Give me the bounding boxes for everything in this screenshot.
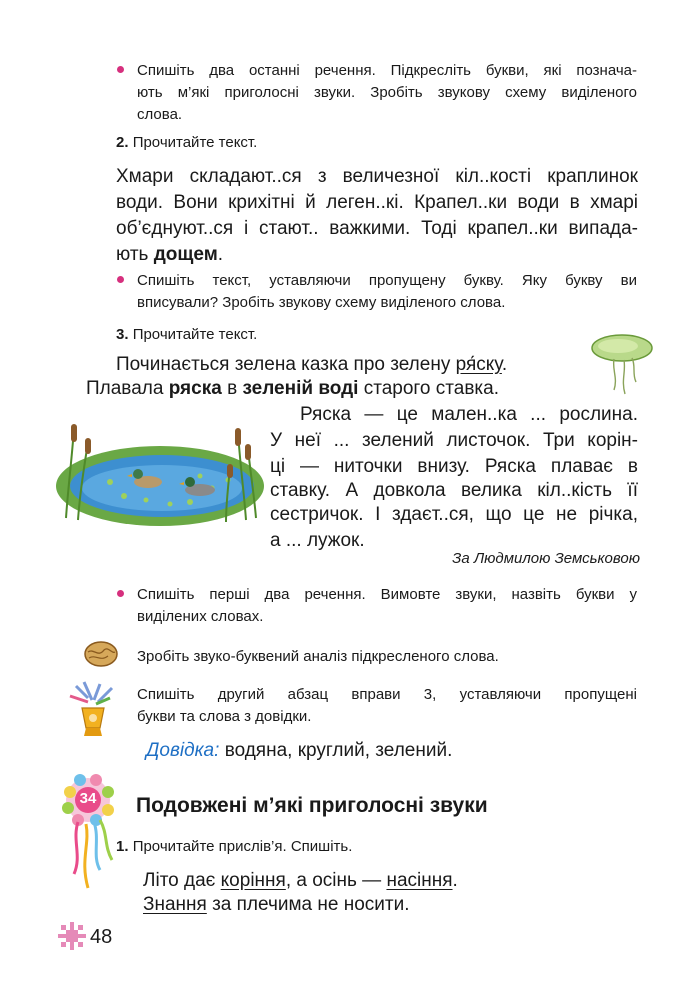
underlined-word: ря́ску: [455, 354, 502, 375]
instruction-text: вписували? Зробіть звукову схему виділеного слова.: [137, 294, 506, 311]
underlined-word: Знання: [143, 894, 207, 915]
exercise-title: Прочитайте текст.: [132, 326, 258, 343]
analysis-instruction: Зробіть звуко-буквений аналіз підкресленого слова.: [137, 648, 499, 665]
lesson-number: 34: [79, 790, 97, 807]
text-fragment: Починається зелена казка про зелену: [116, 354, 456, 375]
text-line: ці — ниточки внизу. Ряска плаває в: [270, 456, 638, 477]
text-line: а ... лужок.: [270, 530, 365, 551]
text-line: ставку. А довкола велика кіл..кість її: [270, 480, 638, 501]
underlined-word: насіння: [386, 870, 453, 891]
text-fragment: .: [217, 244, 224, 265]
instruction-text: виділених словах.: [137, 608, 264, 625]
lesson-exercise-1-heading: [116, 836, 352, 858]
text-line: У неї ... зелений листочок. Три корін-: [270, 430, 638, 451]
bullet-icon: [117, 66, 124, 73]
instruction-text: слова.: [137, 106, 183, 123]
walnut-icon: [84, 640, 118, 668]
exercise-number: 2.: [116, 134, 129, 151]
text-fragment: .: [501, 354, 508, 375]
instruction-text: Спишіть два останні речення. Підкресліть букви, які познача-: [137, 62, 637, 79]
text-line: Хмари складают..ся з величезної кіл..кості краплинок: [116, 166, 638, 187]
pond-ducks-illustration: [50, 408, 268, 534]
ornament-icon: [58, 922, 86, 950]
bullet-icon: [117, 590, 124, 597]
hint-line: [146, 738, 452, 764]
text-line: сестричок. І здаєт..ся, що це не річка,: [270, 504, 638, 525]
lesson-title: Подовжені м’які приголосні звуки: [136, 794, 488, 817]
text-fragment: , а осінь —: [285, 870, 387, 891]
highlighted-word: дощем: [153, 244, 218, 265]
text-fragment: за плечима не носити.: [206, 894, 410, 915]
proverb-line: [143, 892, 410, 918]
text-fragment: .: [452, 870, 458, 891]
instruction-text: ють м’які приголосні звуки. Зробіть звукову схему виділеного: [137, 84, 637, 101]
exercise-number: 1.: [116, 838, 129, 855]
author-credit: За Людмилою Земськовою: [452, 550, 640, 567]
text-line: Ряска — це мален..ка ... рослина.: [300, 404, 638, 425]
text-fragment: ють: [116, 244, 154, 265]
homework-instruction: Спишіть другий абзац вправи 3, уставляючи пропущені: [137, 686, 637, 703]
text-line: [86, 376, 499, 402]
bullet-icon: [117, 276, 124, 283]
homework-instruction: букви та слова з довідки.: [137, 708, 312, 725]
text-line: [116, 242, 223, 268]
proverb-line: [143, 868, 458, 894]
text-line: води. Вони крихітні й леген..кі. Крапел..ки води в хмарі: [116, 192, 638, 213]
instruction-text: Спишіть перші два речення. Вимовте звуки, назвіть букви у: [137, 586, 637, 603]
exercise-number: 3.: [116, 326, 129, 343]
text-fragment: старого ставка.: [358, 378, 500, 399]
text-line: об’єднуют..ся і стают.. важкими. Тоді крапел..ки випада-: [116, 218, 638, 239]
highlighted-word: ряска: [168, 378, 222, 399]
exercise-title: Прочитайте текст.: [132, 134, 258, 151]
text-fragment: Плавала: [86, 378, 169, 399]
text-fragment: в: [221, 378, 243, 399]
pencil-vase-icon: [66, 678, 120, 742]
exercise-3-heading: [116, 324, 257, 346]
exercise-title: Прочитайте прислів’я. Спишіть.: [132, 838, 353, 855]
page-number: 48: [90, 926, 113, 948]
hint-label: Довідка:: [146, 740, 220, 761]
underlined-word: коріння: [220, 870, 286, 891]
text-fragment: Літо дає: [143, 870, 221, 891]
exercise-2-heading: [116, 132, 257, 154]
highlighted-word: зеленій воді: [242, 378, 359, 399]
duckweed-icon: [588, 330, 658, 398]
instruction-text: Спишіть текст, уставляючи пропущену букву. Яку букву ви: [137, 272, 637, 289]
hint-words: водяна, круглий, зелений.: [224, 740, 453, 761]
text-line: [116, 352, 507, 378]
